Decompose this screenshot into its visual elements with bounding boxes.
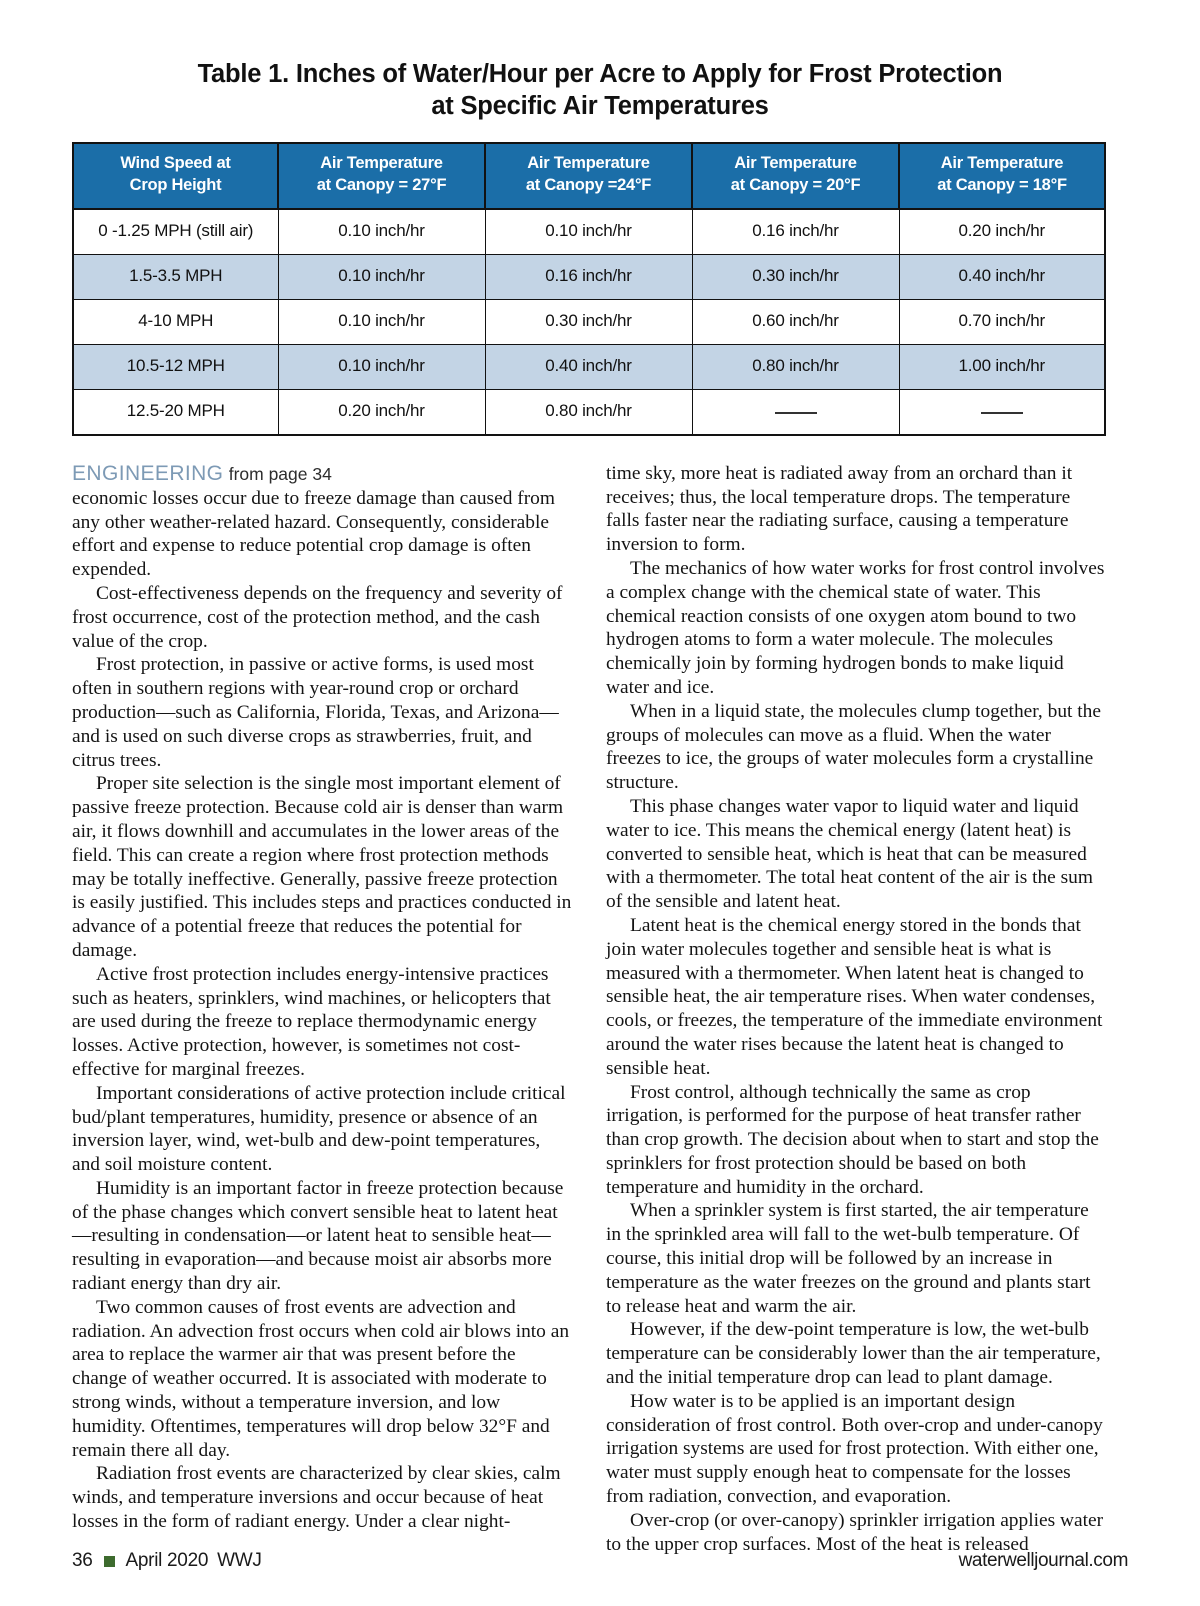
paragraph: How water is to be applied is an important design consideration of frost control. Both over-crop and under-canopy irrigation systems are used for frost protection. With either one, water must supply enough heat to compensate for the losses from radiation, convection, and evaporation. bbox=[606, 1390, 1103, 1508]
cell-wind-speed: 0 -1.25 MPH (still air) bbox=[73, 209, 278, 255]
cell-rate-27: 0.10 inch/hr bbox=[278, 344, 485, 389]
header-line-2: Crop Height bbox=[129, 176, 222, 195]
table-title bbox=[72, 0, 1128, 122]
cell-rate-18: 0.20 inch/hr bbox=[899, 209, 1105, 255]
header-line-2: at Canopy = 20°F bbox=[730, 176, 861, 195]
header-line-1: Air Temperature bbox=[734, 154, 857, 173]
paragraph: time sky, more heat is radiated away from an orchard than it receives; thus, the local temperature drops. The temperature falls faster near the radiating surface, causing a temperature inversion to form. bbox=[606, 462, 1073, 556]
header-line-1: Air Temperature bbox=[527, 154, 650, 173]
header-line-1: Air Temperature bbox=[940, 154, 1064, 173]
table-row bbox=[73, 344, 1105, 389]
cell-rate-20: 0.30 inch/hr bbox=[692, 254, 899, 299]
page-number: 36 bbox=[72, 1550, 93, 1571]
header-line-1: Wind Speed at bbox=[120, 154, 231, 173]
table-row bbox=[73, 254, 1105, 299]
paragraph: When in a liquid state, the molecules clump together, but the groups of molecules can move as a fluid. When the water freezes to ice, the groups of water molecules form a crystalline structure. bbox=[606, 700, 1101, 794]
cell-rate-20: 0.60 inch/hr bbox=[692, 299, 899, 344]
article-column-left bbox=[72, 462, 572, 1557]
article-column-right bbox=[606, 462, 1106, 1557]
header-line-2: at Canopy = 27°F bbox=[316, 176, 447, 195]
paragraph: Frost control, although technically the same as crop irrigation, is performed for the purpose of heat transfer rather than crop growth. The decision about when to start and stop the sprinklers for frost protection should be based on both temperature and humidity in the orchard. bbox=[606, 1081, 1099, 1198]
website-url: waterwelljournal.com bbox=[958, 1550, 1128, 1571]
page-footer bbox=[72, 1550, 1128, 1572]
header-line-1: Air Temperature bbox=[320, 154, 443, 173]
paragraph: Over-crop (or over-canopy) sprinkler irrigation applies water to the upper crop surfaces. Most of the heat is released bbox=[606, 1509, 1104, 1555]
cell-rate-18: 1.00 inch/hr bbox=[899, 344, 1105, 389]
cell-rate-27: 0.10 inch/hr bbox=[278, 299, 485, 344]
department-label: ENGINEERING bbox=[72, 461, 224, 485]
column-header-temp-27 bbox=[278, 143, 485, 209]
paragraph: Radiation frost events are characterized by clear skies, calm winds, and temperature inversions and occur because of heat losses in the form of radiant energy. Under a clear night- bbox=[72, 1463, 561, 1533]
cell-rate-20-empty bbox=[692, 389, 899, 435]
square-bullet-icon bbox=[104, 1556, 115, 1567]
table-header bbox=[73, 143, 1105, 209]
paragraph: Frost protection, in passive or active forms, is used most often in southern regions with year-round crop or orchard production—such as California, Florida, Texas, and Arizona—and is used on such diverse crops as strawberries, fruit, and citrus trees. bbox=[72, 654, 559, 771]
table-row bbox=[73, 389, 1105, 435]
article-body bbox=[72, 462, 1106, 1557]
dash-mark bbox=[775, 412, 817, 414]
cell-rate-18: 0.40 inch/hr bbox=[899, 254, 1105, 299]
table-body bbox=[73, 209, 1105, 435]
paragraph: Latent heat is the chemical energy stored in the bonds that join water molecules together and sensible heat is what is measured with a thermometer. When latent heat is changed to sensible heat, the air temperature rises. When water condenses, cools, or freezes, the temperature of the immediate environment around the water rises because the latent heat is changed to sensible heat. bbox=[606, 914, 1103, 1079]
cell-rate-20: 0.80 inch/hr bbox=[692, 344, 899, 389]
column-header-temp-18 bbox=[899, 143, 1105, 209]
footer-left-group bbox=[72, 1550, 262, 1572]
paragraph: Humidity is an important factor in freeze protection because of the phase changes which convert sensible heat to latent heat—resulting in condensation—or latent heat to sensible heat—resulting in evaporation—and because moist air absorbs more radiant energy than dry air. bbox=[72, 1177, 564, 1295]
section-kicker bbox=[72, 462, 572, 487]
table-header-row bbox=[73, 143, 1105, 209]
table-row bbox=[73, 299, 1105, 344]
cell-rate-24: 0.10 inch/hr bbox=[485, 209, 692, 255]
table-title-line-2: at Specific Air Temperatures bbox=[431, 92, 769, 121]
paragraph: This phase changes water vapor to liquid water and liquid water to ice. This means the chemical energy (latent heat) is converted to sensible heat, which is heat that can be measured with a thermometer. The total heat content of the air is the sum of the sensible and latent heat. bbox=[606, 795, 1093, 913]
cell-wind-speed: 1.5-3.5 MPH bbox=[73, 254, 278, 299]
paragraph: economic losses occur due to freeze damage than caused from any other weather-related hazard. Consequently, considerable effort and expense to reduce potential crop damage is often expended. bbox=[72, 487, 555, 581]
paragraph: Active frost protection includes energy-intensive practices such as heaters, sprinklers, wind machines, or helicopters that are used during the freeze to replace thermodynamic energy losses. Active protection, however, is sometimes not cost-effective for marginal freezes. bbox=[72, 963, 551, 1080]
cell-rate-18-empty bbox=[899, 389, 1105, 435]
issue-date: April 2020 bbox=[125, 1550, 209, 1571]
cell-rate-27: 0.10 inch/hr bbox=[278, 209, 485, 255]
cell-rate-24: 0.80 inch/hr bbox=[485, 389, 692, 435]
cell-rate-24: 0.40 inch/hr bbox=[485, 344, 692, 389]
column-header-wind-speed bbox=[73, 143, 278, 209]
header-line-2: at Canopy =24°F bbox=[525, 176, 652, 195]
cell-rate-27: 0.10 inch/hr bbox=[278, 254, 485, 299]
cell-rate-18: 0.70 inch/hr bbox=[899, 299, 1105, 344]
column-header-temp-24 bbox=[485, 143, 692, 209]
cell-rate-24: 0.30 inch/hr bbox=[485, 299, 692, 344]
column-header-temp-20 bbox=[692, 143, 899, 209]
cell-rate-24: 0.16 inch/hr bbox=[485, 254, 692, 299]
paragraph: Cost-effectiveness depends on the frequency and severity of frost occurrence, cost of the protection method, and the cash value of the crop. bbox=[72, 582, 563, 652]
cell-rate-27: 0.20 inch/hr bbox=[278, 389, 485, 435]
cell-wind-speed: 10.5-12 MPH bbox=[73, 344, 278, 389]
dash-mark bbox=[981, 412, 1023, 414]
header-line-2: at Canopy = 18°F bbox=[937, 176, 1067, 195]
paragraph: When a sprinkler system is first started, the air temperature in the sprinkled area will fall to the wet-bulb temperature. Of course, this initial drop will be followed by an increase in temperature as the water freezes on the ground and plants start to release heat and warm the air. bbox=[606, 1200, 1091, 1317]
paragraph: The mechanics of how water works for frost control involves a complex change with the chemical state of water. This chemical reaction consists of one oxygen atom bound to two hydrogen atoms to form a water molecule. The molecules chemically join by forming hydrogen bonds to make liquid water and ice. bbox=[606, 557, 1105, 698]
publication-abbreviation: WWJ bbox=[217, 1550, 262, 1571]
continuation-label: from page 34 bbox=[228, 463, 332, 484]
cell-wind-speed: 4-10 MPH bbox=[73, 299, 278, 344]
paragraph: Two common causes of frost events are advection and radiation. An advection frost occurs when cold air blows into an area to replace the warmer air that was present before the change of weather occurred. It is associated with moderate to strong winds, without a temperature inversion, and low humidity. Oftentimes, temperatures will drop below 32°F and remain there all day. bbox=[72, 1296, 570, 1461]
paragraph: Proper site selection is the single most important element of passive freeze protection. Because cold air is denser than warm air, it flows downhill and accumulates in the lower areas of the field. This can create a region where frost protection methods may be totally ineffective. Generally, passive freeze protection is easily justified. This includes steps and practices conducted in advance of a potential freeze that reduces the potential for damage. bbox=[72, 773, 572, 961]
table-title-line-1: Table 1. Inches of Water/Hour per Acre to Apply for Frost Protection bbox=[197, 60, 1003, 88]
cell-wind-speed: 12.5-20 MPH bbox=[73, 389, 278, 435]
cell-rate-20: 0.16 inch/hr bbox=[692, 209, 899, 255]
frost-protection-table bbox=[72, 142, 1106, 436]
table-row bbox=[73, 209, 1105, 255]
paragraph: Important considerations of active protection include critical bud/plant temperatures, humidity, presence or absence of an inversion layer, wind, wet-bulb and dew-point temperatures, and soil moisture content. bbox=[72, 1082, 566, 1176]
paragraph: However, if the dew-point temperature is low, the wet-bulb temperature can be considerably lower than the air temperature, and the initial temperature drop can lead to plant damage. bbox=[606, 1319, 1101, 1389]
